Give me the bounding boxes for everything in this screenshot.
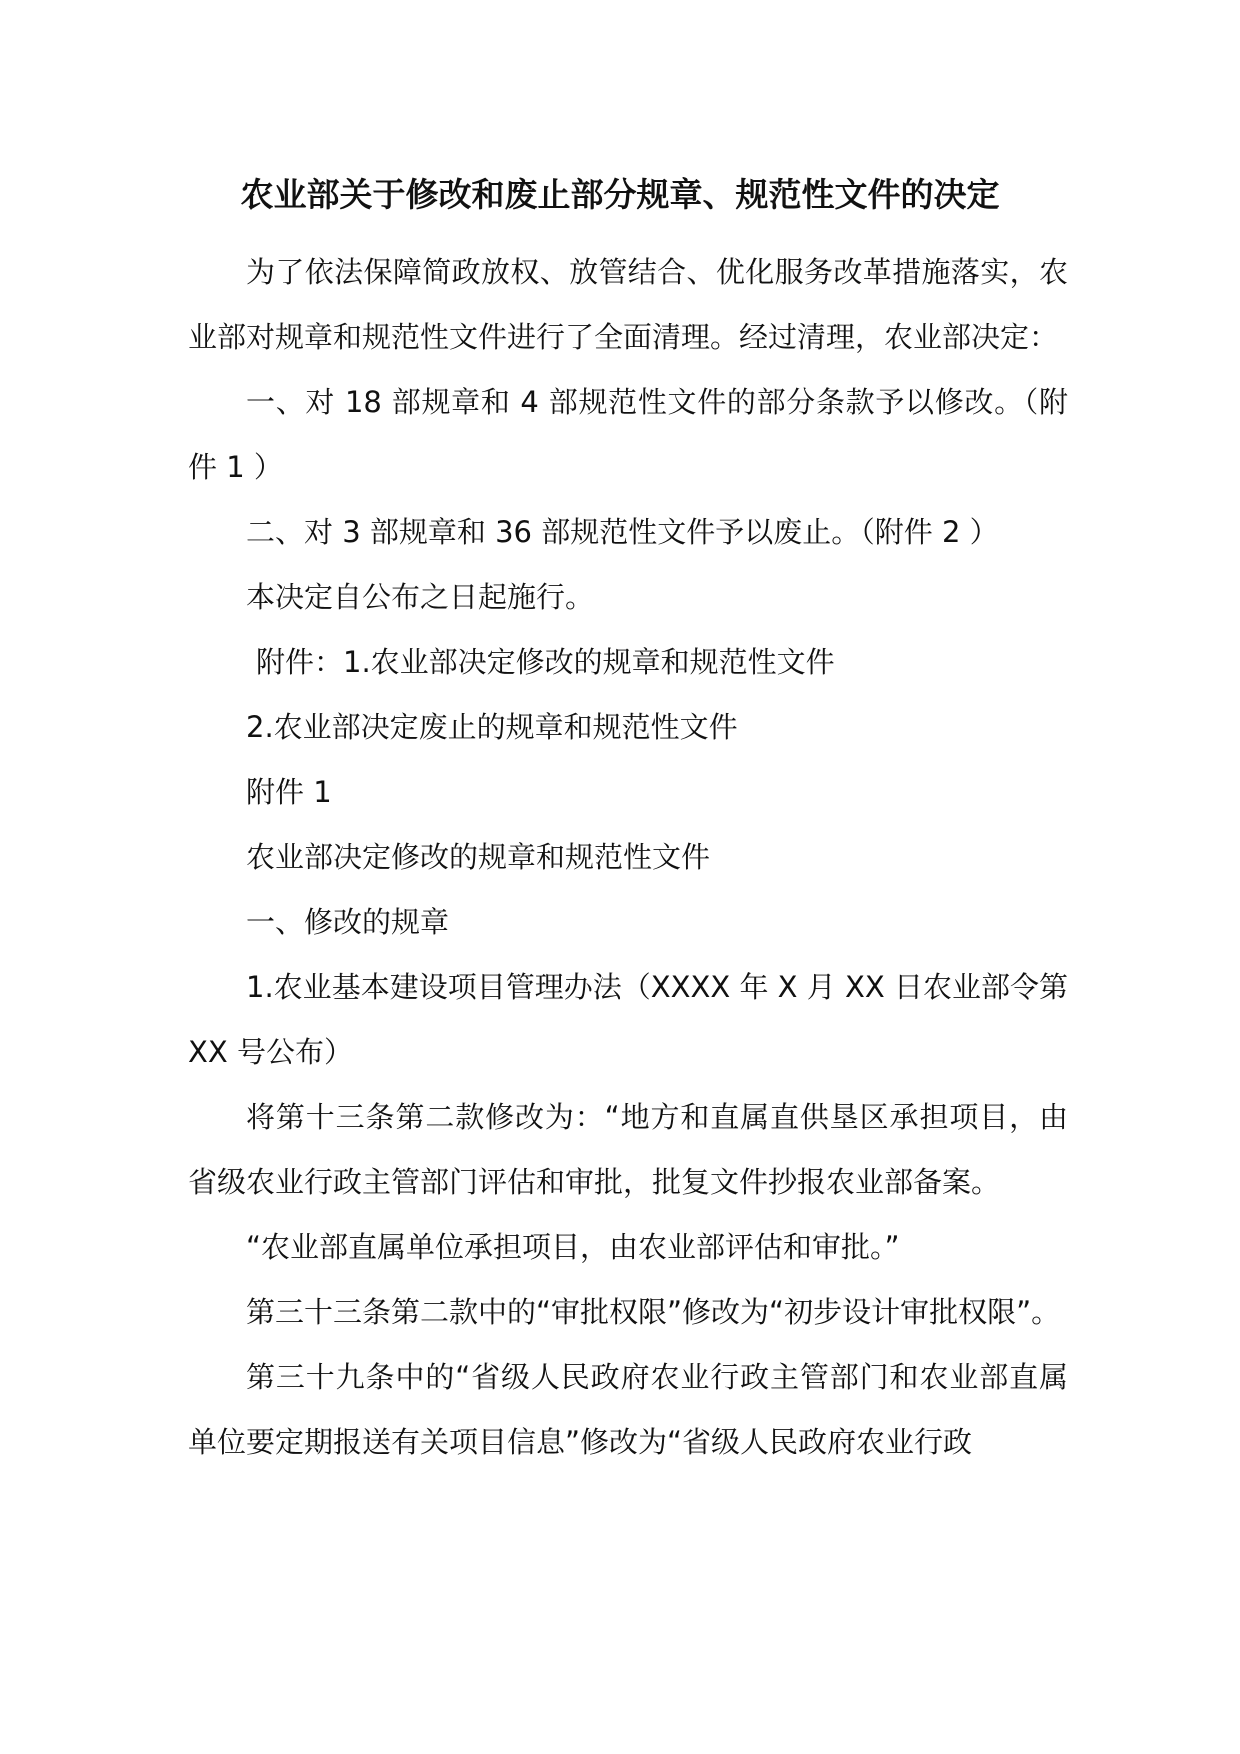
document-title: 农业部关于修改和废止部分规章、规范性文件的决定 bbox=[240, 175, 1000, 214]
paragraph-intro: 为了依法保障简政放权、放管结合、优化服务改革措施落实，农业部对规章和规范性文件进行了全面清理。经过清理，农业部决定： bbox=[188, 255, 1068, 354]
paragraph-item-1: 一、对 18 部规章和 4 部规范性文件的部分条款予以修改。（附件 1 ） bbox=[188, 385, 1068, 484]
paragraph-attachments: 附件：1.农业部决定修改的规章和规范性文件 bbox=[256, 645, 835, 679]
attachment-heading: 附件 1 bbox=[246, 775, 332, 809]
paragraph-attachment-2: 2.农业部决定废止的规章和规范性文件 bbox=[246, 710, 738, 744]
amendment-paragraph-1: 将第十三条第二款修改为：“地方和直属直供垦区承担项目，由省级农业行政主管部门评估和审批，批复文件抄报农业部备案。 bbox=[188, 1100, 1068, 1199]
attachment-title: 农业部决定修改的规章和规范性文件 bbox=[246, 840, 711, 874]
amendment-paragraph-3: 第三十三条第二款中的“审批权限”修改为“初步设计审批权限”。 bbox=[246, 1295, 1061, 1329]
document-body bbox=[188, 240, 1068, 1475]
section-heading: 一、修改的规章 bbox=[246, 905, 450, 939]
paragraph-item-2: 二、对 3 部规章和 36 部规范性文件予以废止。（附件 2 ） bbox=[246, 515, 999, 549]
amendment-paragraph-4: 第三十九条中的“省级人民政府农业行政主管部门和农业部直属单位要定期报送有关项目信息”修改为“省级人民政府农业行政 bbox=[188, 1360, 1068, 1459]
paragraph-effective: 本决定自公布之日起施行。 bbox=[246, 580, 595, 614]
amendment-paragraph-2: “农业部直属单位承担项目，由农业部评估和审批。” bbox=[246, 1230, 900, 1264]
rule-item-1: 1.农业基本建设项目管理办法（XXXX 年 X 月 XX 日农业部令第 XX 号公布） bbox=[188, 970, 1068, 1069]
